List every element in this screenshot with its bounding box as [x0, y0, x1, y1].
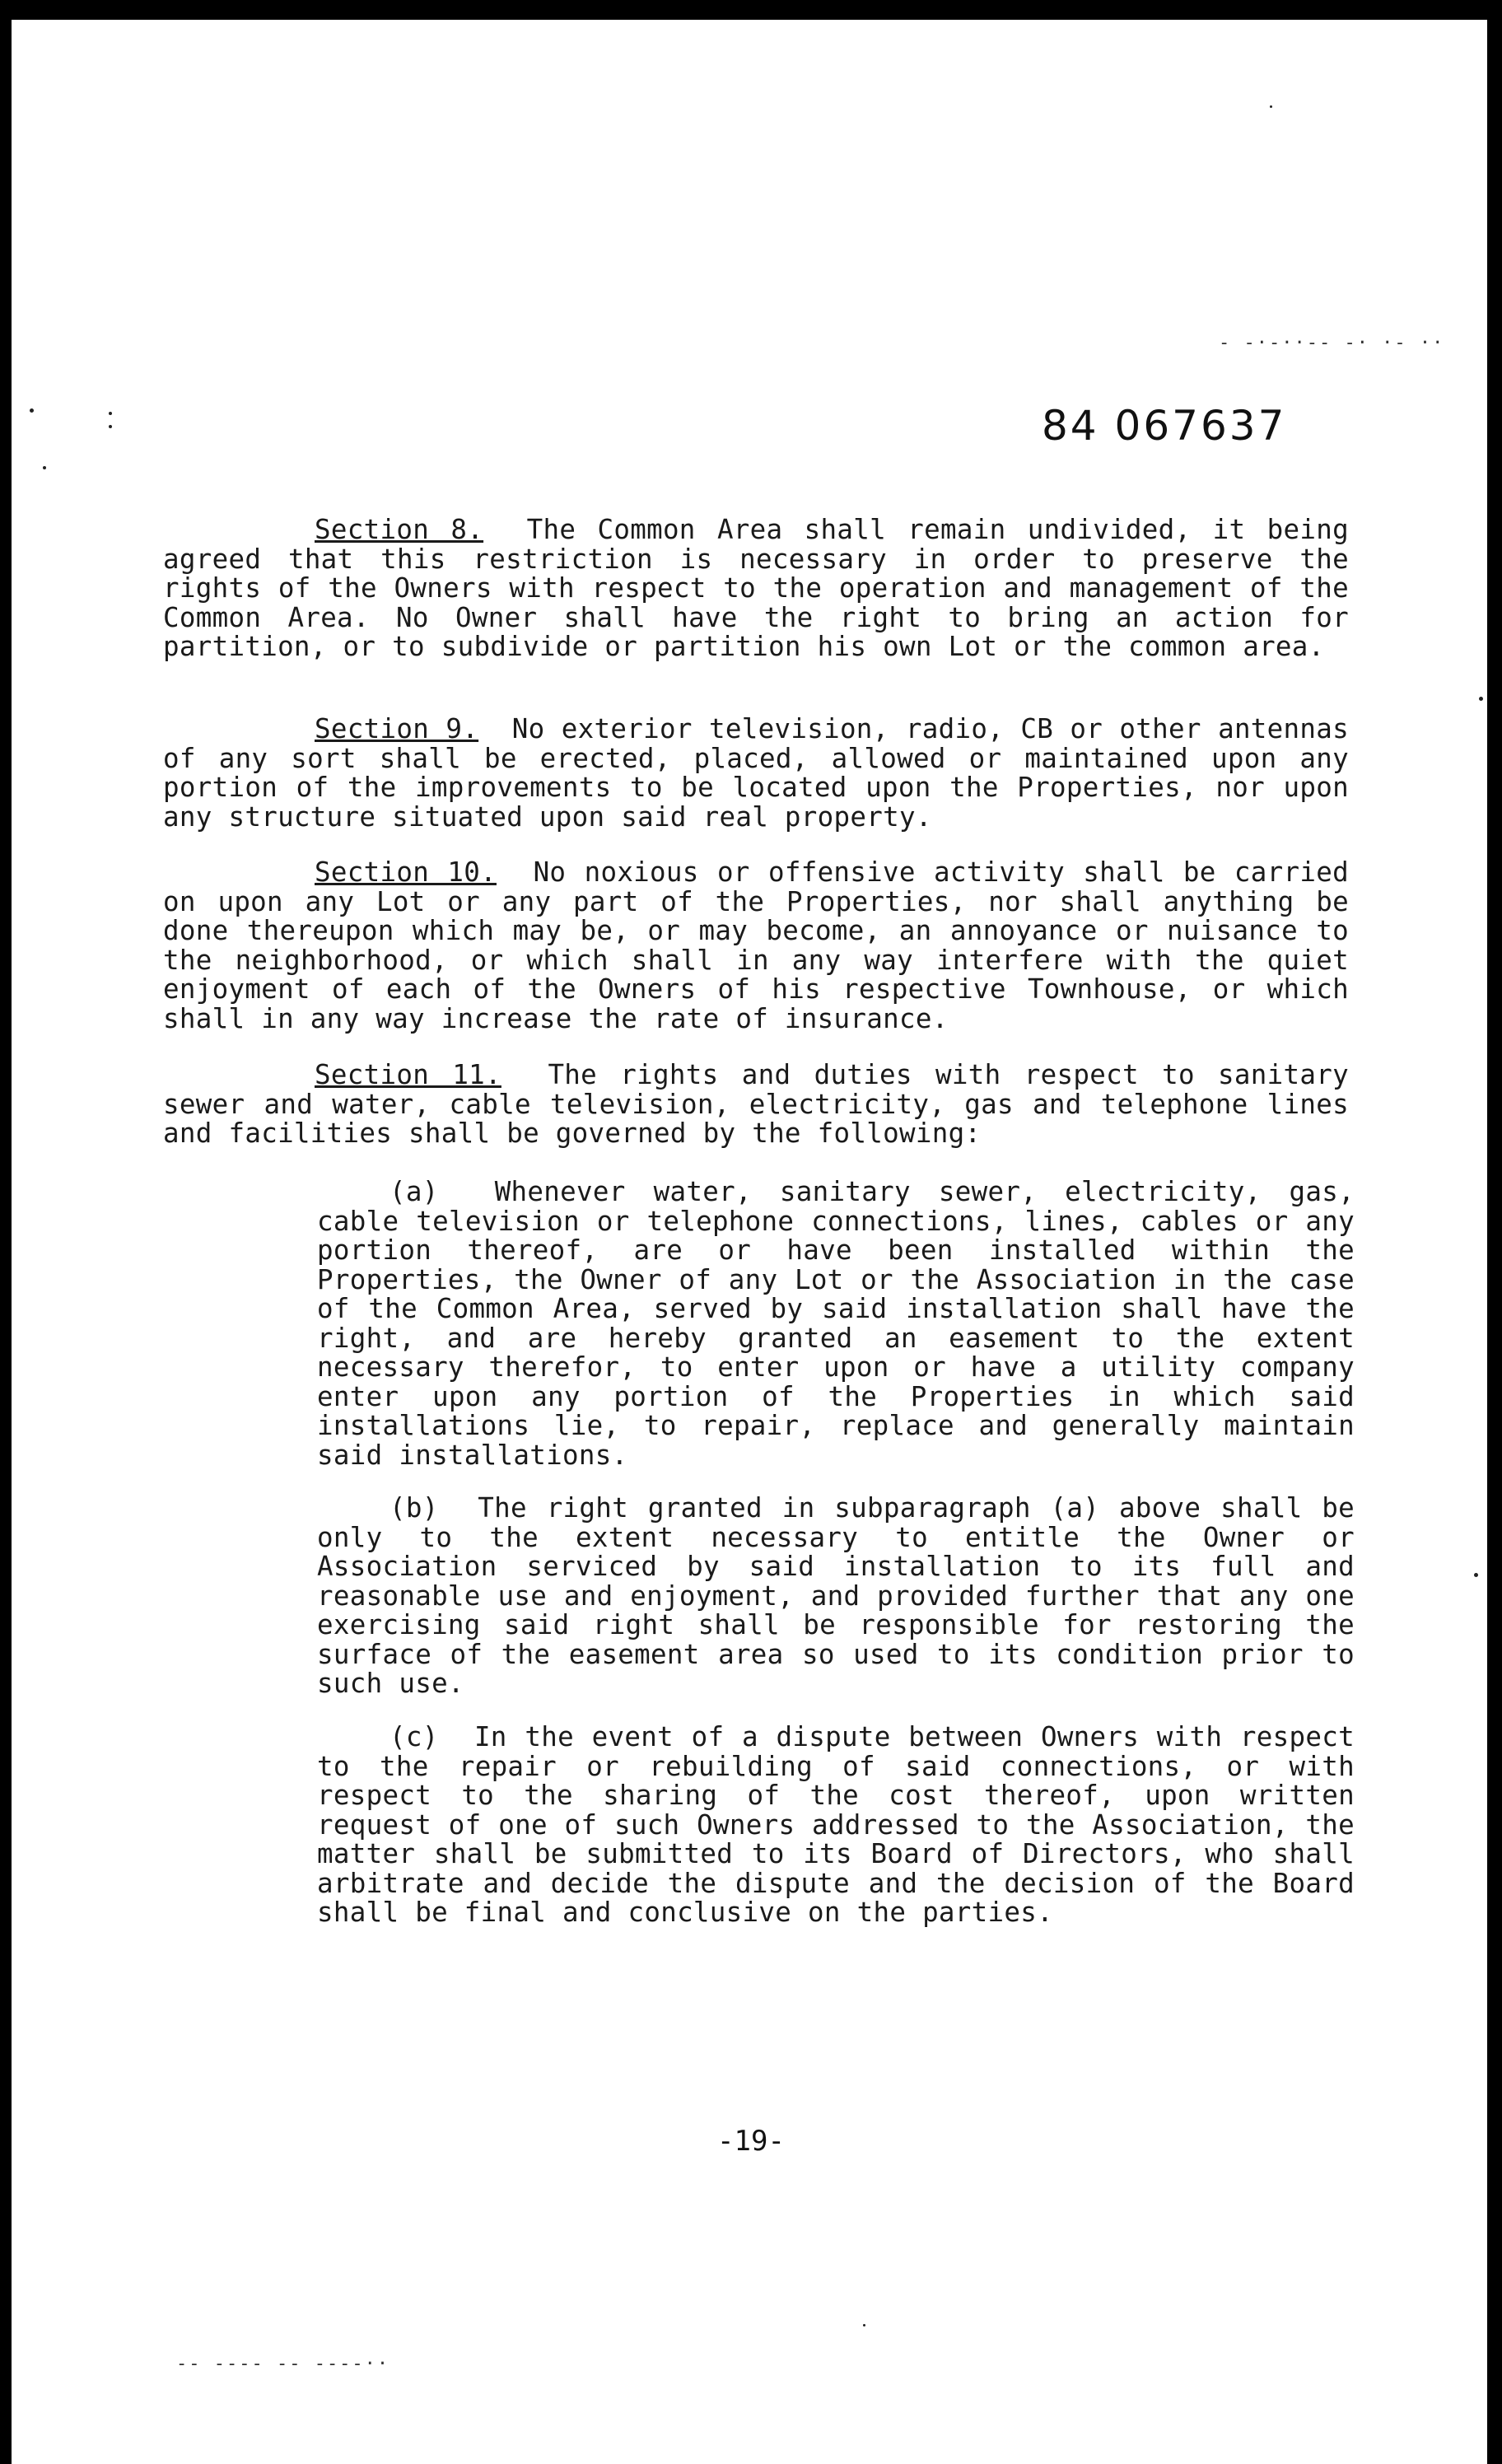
- section-11-paragraph: [163, 1061, 1349, 1149]
- subparagraph-b-text: The right granted in subparagraph (a) above shall be only to the extent necessary to entitle the Owner or Association serviced by said installation to its full and reasonable use and enjoyment, and provided further that any one exercising said right shall be responsible for restoring the surface of the easement area so used to its condition prior to such use.: [317, 1492, 1355, 1699]
- scan-speck: [109, 412, 112, 415]
- section-8-paragraph: [163, 516, 1349, 662]
- scan-speck: [1479, 697, 1483, 701]
- section-9-text: No exterior television, radio, CB or other antennas of any sort shall be erected, placed, allowed or maintained upon any portion of the improvements to be located upon the Properties, nor upon any structure situated upon said real property.: [163, 713, 1350, 833]
- subparagraph-a-label: (a): [389, 1176, 439, 1207]
- subparagraph-a-text: Whenever water, sanitary sewer, electricity, gas, cable television or telephone connections, lines, cables or any portion thereof, are or have been installed within the Properties, the Owner of any Lot or the Association in the case of the Common Area, served by said installation shall have the right, and are hereby granted an easement to the extent necessary therefor, to enter upon or have a utility company enter upon any portion of the Properties in which said installations lie, to repair, replace and generally maintain said installations.: [317, 1176, 1355, 1471]
- scan-border-right: [1487, 0, 1502, 2464]
- page-number: -19-: [717, 2125, 785, 2158]
- section-10-paragraph: [163, 858, 1349, 1034]
- section-10-heading: Section 10.: [315, 856, 497, 888]
- subparagraph-b: [317, 1494, 1355, 1699]
- scan-speck: [43, 466, 46, 469]
- document-number: 84 067637: [1042, 402, 1287, 450]
- subparagraph-b-label: (b): [389, 1492, 439, 1524]
- section-9-paragraph: [163, 715, 1349, 832]
- scan-border-left: [0, 0, 12, 2464]
- subparagraph-c-text: In the event of a dispute between Owners with respect to the repair or rebuilding of said connections, or with respect to the sharing of the cost thereof, upon written request of one of such Owners addressed to the Association, the matter shall be submitted to its Board of Directors, who shall arbitrate and decide the dispute and the decision of the Board shall be final and conclusive on the parties.: [317, 1721, 1355, 1928]
- scan-artifact-dashes: - -·-··-- -· ·- ··: [1219, 333, 1445, 353]
- scan-artifact-dashes: -- ---- -- ----··: [176, 2354, 390, 2374]
- scan-speck: [109, 425, 112, 428]
- section-11-heading: Section 11.: [315, 1059, 501, 1090]
- subparagraph-c: [317, 1723, 1355, 1928]
- section-8-heading: Section 8.: [315, 514, 484, 545]
- scan-speck: [1270, 105, 1272, 108]
- scan-speck: [1474, 1573, 1478, 1577]
- section-8-text: The Common Area shall remain undivided, it being agreed that this restriction is necessary in order to preserve the rights of the Owners with respect to the operation and management of the Common Area. No Owner shall have the right to bring an action for partition, or to subdivide or partition his own Lot or the common area.: [163, 514, 1349, 662]
- subparagraph-c-label: (c): [389, 1721, 439, 1752]
- scan-speck: [30, 408, 34, 413]
- section-11-text: The rights and duties with respect to sanitary sewer and water, cable television, electricity, gas and telephone lines and facilities shall be governed by the following:: [163, 1059, 1349, 1149]
- section-9-heading: Section 9.: [315, 713, 479, 744]
- subparagraph-a: [317, 1178, 1355, 1470]
- section-10-text: No noxious or offensive activity shall be carried on upon any Lot or any part of the Properties, nor shall anything be done thereupon which may be, or may become, an annoyance or nuisance to the neighborhood, or which shall in any way interfere with the quiet enjoyment of each of the Owners of his respective Townhouse, or which shall in any way increase the rate of insurance.: [163, 856, 1350, 1034]
- scan-border-top: [0, 0, 1502, 20]
- scan-border-left-lower: [0, 2256, 12, 2464]
- scan-speck: [863, 2324, 865, 2326]
